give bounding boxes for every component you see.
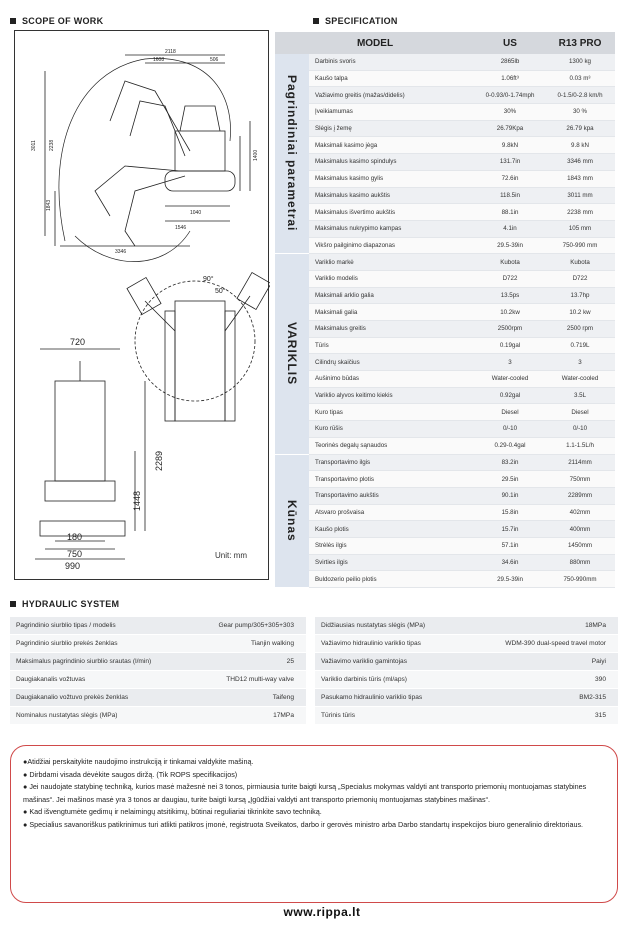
spec-value-r13: 26.79 kpa [566,125,594,133]
spec-value-r13: 400mm [569,525,591,533]
scope-title: SCOPE OF WORK [10,16,103,26]
spec-param: Buldozerio peilio plotis [315,575,377,583]
square-bullet-icon [313,18,319,24]
hydraulic-param: Pagrindinio siurblio tipas / modelis [16,622,116,629]
spec-value-us: 30% [503,108,517,116]
hydraulic-value: WDM-390 dual-speed travel motor [505,640,606,647]
dimension-drawing-panel [14,30,269,580]
spec-value-r13: 30 % [572,108,588,116]
spec-value-us: 15.8in [501,508,519,516]
spec-row [309,521,615,538]
spec-group [275,54,615,254]
spec-row [309,288,615,305]
dim-3011: 3011 [31,140,37,151]
spec-value-us: D722 [502,275,518,283]
hydraulic-param: Nominalus nustatytas slėgis (MPa) [16,712,118,719]
dim-50deg: 50° [215,288,226,295]
note-item: ●Atidžiai perskaitykite naudojimo instrukciją ir tinkamai valdykite mašiną. [23,757,254,766]
spec-param: Teorinės degalų sąnaudos [315,442,388,450]
spec-param: Maksimalus išvertimo aukštis [315,208,396,216]
hydraulic-param: Didžiausias nustatytas slėgis (MPa) [321,622,426,629]
spec-row [309,438,615,455]
spec-group-label [275,455,309,589]
spec-value-r13: 1.1-1.5L/h [566,442,594,450]
spec-row [309,87,615,104]
spec-param: Aušinimo būdas [315,375,360,383]
spec-param: Variklio markė [315,258,354,266]
hydraulic-row [315,635,618,653]
spec-value-r13: 0.719L [570,342,590,350]
spec-param: Kuro tipas [315,408,343,416]
spec-param: Variklio modelis [315,275,358,283]
spec-value-r13: 2289mm [567,492,593,500]
spec-param: Maksimali arklio galia [315,291,374,299]
spec-value-r13: 3011 mm [567,191,593,199]
spec-row [309,354,615,371]
spec-row [309,204,615,221]
hydraulic-table-right [315,617,618,725]
spec-value-us: Water-cooled [491,375,529,383]
dim-750: 750 [67,549,83,559]
spec-row [309,104,615,121]
spec-row [309,254,615,271]
spec-value-r13: 2500 rpm [566,325,594,333]
spec-param: Darbinis svoris [315,58,356,66]
spec-param: Maksimalus greitis [315,325,366,333]
spec-value-us: 1.06ft³ [501,75,519,83]
spec-value-r13: 2238 mm [567,208,593,216]
hydraulic-row [315,689,618,707]
hydraulic-value: Paiyi [591,658,606,665]
col-model: MODEL [356,37,394,49]
spec-group-label [275,54,309,254]
spec-row [309,538,615,555]
dim-3346: 3346 [115,249,127,255]
hydraulic-row [10,671,306,689]
spec-param: Tūris [315,342,329,350]
spec-param: Atsvaro prošvaisa [315,508,365,516]
spec-row [309,388,615,405]
hydraulic-row [315,653,618,671]
spec-group-label-text: Kūnas [285,499,299,542]
spec-row [309,54,615,71]
spec-row [309,555,615,572]
spec-value-r13: D722 [572,275,588,283]
spec-value-us: Kubota [500,258,520,266]
spec-row [309,505,615,522]
hydraulic-value: Taifeng [272,694,294,701]
spec-param: Cilindrų skaičius [315,358,360,366]
hydraulic-value: THD12 multi-way valve [226,676,294,683]
dim-2118: 2118 [165,49,176,55]
note-item: ● Kad išvengtumėte gedimų ir nelaimingų atsitikimų, būtinai reguliariai tikrinkite savo techniką. [23,807,322,816]
hydraulic-param: Važiavimo hidraulinio variklio tipas [321,640,421,647]
spec-value-us: Diesel [501,408,519,416]
hydraulic-param: Važiavimo variklio gamintojas [321,658,407,665]
spec-param: Kuro rūšis [315,425,343,433]
spec-value-r13: 3 [578,358,582,366]
spec-row [309,221,615,238]
spec-value-r13: 9.8 kN [571,141,589,149]
dim-990: 990 [65,561,81,571]
hydraulic-table-left [10,617,306,725]
hydraulic-row [10,617,306,635]
hydraulic-value: 17MPa [273,712,294,719]
hydraulic-param: Pagrindinio siurblio prekės ženklas [16,640,118,647]
spec-param: Transportavimo aukštis [315,492,379,500]
hydraulic-value: BM2-315 [579,694,606,701]
spec-value-r13: 3.5L [573,392,587,400]
spec-value-r13: 1450mm [567,542,593,550]
spec-value-us: 118.5in [500,191,520,199]
spec-value-r13: 1300 kg [568,58,592,66]
hydraulic-row [10,689,306,707]
spec-value-us: 29.5-39in [497,241,523,249]
hydraulic-row [315,617,618,635]
spec-param: Svirties ilgis [315,558,348,566]
hydraulic-row [315,671,618,689]
spec-param: Transportavimo ilgis [315,458,371,466]
spec-value-us: 10.2kw [500,308,520,316]
hydraulic-value: Gear pump/305+305+303 [218,622,294,629]
spec-param: Maksimali galia [315,308,358,316]
spec-row [309,304,615,321]
spec-value-us: 2500rpm [497,325,523,333]
spec-row [309,171,615,188]
hydraulic-row [10,707,306,725]
spec-value-r13: 880mm [569,558,591,566]
spec-row [309,154,615,171]
spec-row [309,321,615,338]
spec-value-us: 57.1in [501,542,519,550]
spec-param: Maksimalus kasimo gylis [315,175,384,183]
spec-value-us: 26.79Kpa [496,125,524,133]
hydraulic-value: Tianjin walking [250,640,294,647]
spec-value-r13: 1843 mm [567,175,593,183]
note-item: ● Specialius savanoriškus patikrinimus turi atlikti patikros įmonė, registruota Sveikatos, darbo ir gerovės ministro arba Darbo standartų inspekcijos biuro generalinio direktoriaus. [23,819,584,829]
spec-value-r13: 0.03 m³ [569,75,591,83]
spec-value-r13: 750-990mm [563,575,597,583]
spec-value-r13: 3346 mm [567,158,593,166]
spec-value-us: 34.6in [501,558,519,566]
spec-group [275,254,615,454]
note-item: ● Jei naudojate statybinę techniką, kurios masė mažesnė nei 3 tonos, pirmiausia turite baigti kursą „Specialus mokymas valdyti ant transporto priemonių montuojamas statybines mašinas“. Jei mašinos masė yra 3 tonos ar daugiau, turite baigti kursą „Įgūdžiai valdyti ant transporto priemonių montuojamas statybines mašinas“. [23,782,587,804]
col-r13: R13 PRO [558,37,602,49]
spec-row [309,488,615,505]
spec-value-us: 131.7in [499,158,521,166]
spec-value-us: 13.5ps [500,291,520,299]
dim-1546: 1546 [175,225,187,231]
spec-row [309,404,615,421]
spec-param: Įveikiamumas [315,108,353,116]
spec-value-r13: 750mm [569,475,591,483]
dim-2289: 2289 [154,450,164,471]
spec-group-label [275,254,309,454]
col-us: US [503,37,517,49]
spec-value-us: 0/-10 [502,425,518,433]
spec-value-us: 2865lb [500,58,520,66]
excavator-dimension-drawing [15,31,270,581]
spec-row [309,471,615,488]
dim-90deg: 90° [203,276,214,283]
spec-value-us: 0.19gal [499,342,521,350]
spec-param: Variklio alyvos keitimo kiekis [315,392,393,400]
dim-1608: 1608 [153,57,165,63]
spec-param: Slėgis į žemę [315,125,352,133]
spec-row [309,121,615,138]
hydraulic-param: Pasukamo hidraulinio variklio tipas [321,694,423,701]
spec-param: Maksimalus kasimo aukštis [315,191,390,199]
spec-value-us: 88.1in [501,208,519,216]
hydraulic-row [10,635,306,653]
spec-value-us: 83.2in [501,458,519,466]
spec-row [309,137,615,154]
spec-row [309,238,615,255]
spec-value-r13: 0-1.5/0-2.8 km/h [557,91,603,99]
spec-value-us: 29.5-39in [497,575,523,583]
spec-group [275,455,615,589]
spec-param: Kaušo talpa [315,75,348,83]
hydraulic-title: HYDRAULIC SYSTEM [10,599,119,609]
spec-value-us: 9.8kN [501,141,519,149]
spec-value-r13: Water-cooled [561,375,599,383]
spec-value-us: 0-0.93/0-1.74mph [485,91,535,99]
note-item: ● Dirbdami visada dėvėkite saugos diržą. (Tik ROPS specifikacijos) [23,769,238,779]
hydraulic-value: 315 [594,712,606,719]
spec-param: Strėlės ilgis [315,542,347,550]
spec-value-us: 15.7in [501,525,519,533]
hydraulic-param: Maksimalus pagrindinio siurblio srautas (l/min) [16,658,152,665]
spec-value-us: 3 [508,358,512,366]
hydraulic-param: Daugiakanalio vožtuvo prekės ženklas [16,694,129,701]
spec-row [309,71,615,88]
spec-title: SPECIFICATION [313,16,398,26]
square-bullet-icon [10,601,16,607]
spec-group-label-text: Pagrindiniai parametrai [285,75,299,232]
safety-notes [10,745,618,903]
spec-value-us: 90.1in [501,492,519,500]
spec-param: Kaušo plotis [315,525,349,533]
hydraulic-param: Variklio darbinis tūris (ml/aps) [321,676,407,683]
hydraulic-row [10,653,306,671]
spec-value-us: 0.29-0.4gal [494,442,526,450]
spec-value-r13: Kubota [570,258,590,266]
hydraulic-value: 390 [594,676,606,683]
spec-value-r13: Diesel [571,408,589,416]
spec-param: Važiavimo greitis (mažas/didelis) [315,91,405,99]
spec-value-us: 29.5in [501,475,519,483]
spec-row [309,371,615,388]
dim-1400: 1400 [253,149,259,161]
spec-value-r13: 105 mm [568,225,592,233]
hydraulic-param: Tūrinis tūris [321,712,356,719]
spec-value-r13: 0/-10 [572,425,588,433]
dim-1843: 1843 [46,199,52,211]
hydraulic-value: 18MPa [585,622,606,629]
spec-value-us: 0.92gal [499,392,521,400]
spec-value-us: 72.6in [501,175,519,183]
hydraulic-value: 25 [286,658,294,665]
spec-row [309,271,615,288]
hydraulic-row [315,707,618,725]
dim-180: 180 [67,532,83,542]
spec-row [309,338,615,355]
spec-groups [275,54,615,588]
spec-group-label-text: VARIKLIS [285,322,299,386]
spec-row [309,421,615,438]
website-footer: www.rippa.lt [283,905,361,919]
spec-param: Maksimalus kasimo spindulys [315,158,397,166]
spec-value-r13: 402mm [569,508,591,516]
spec-row [309,455,615,472]
dim-506: 506 [210,57,219,63]
dim-1040: 1040 [190,210,202,216]
spec-param: Maksimalus nukrypimo kampas [315,225,402,233]
spec-value-r13: 10.2 kw [569,308,591,316]
spec-value-r13: 750-990 mm [562,241,598,249]
dim-2238: 2238 [49,139,55,151]
spec-value-us: 4.1in [503,225,517,233]
spec-param: Transportavimo plotis [315,475,374,483]
spec-param: Maksimali kasimo jėga [315,141,378,149]
dim-720: 720 [70,337,86,347]
spec-row [309,188,615,205]
spec-value-r13: 2114mm [568,458,592,466]
spec-table [275,32,615,588]
unit-label: Unit: mm [215,551,247,560]
dim-1448: 1448 [132,490,142,511]
spec-row [309,571,615,588]
spec-param: Vikšro pailginimo diapazonas [315,241,396,249]
spec-value-r13: 13.7hp [570,291,590,299]
square-bullet-icon [10,18,16,24]
hydraulic-param: Daugiakanalis vožtuvas [16,676,86,683]
spec-header [275,32,615,54]
